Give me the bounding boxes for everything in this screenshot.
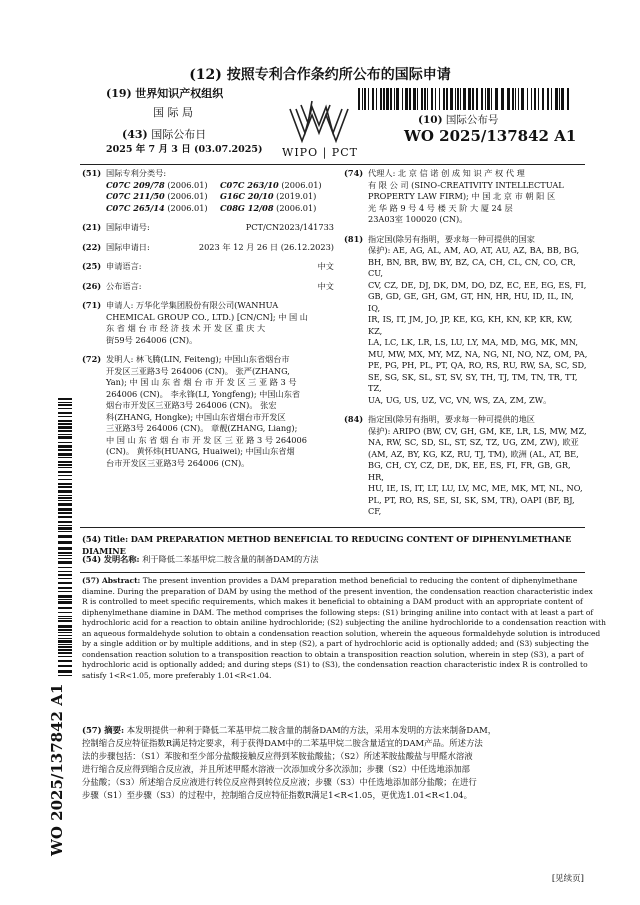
application-number: PCT/CN2023/141733 (245, 222, 334, 232)
applicant-line: CHEMICAL GROUP CO., LTD.) [CN/CN]; 中 国 山 (106, 311, 308, 322)
designated-state-line: MU, MW, MX, MY, MZ, NA, NG, NI, NO, NZ, OM, PA, (368, 348, 588, 359)
barcode-top-image (358, 88, 570, 110)
regional-state-line: 保护): ARIPO (BW, CV, GH, GM, KE, LR, LS, MW, MZ, (368, 425, 587, 436)
regional-state-line: (AM, AZ, BY, KG, KZ, RU, TJ, TM), 欧洲 (AL, AT, BE, (368, 448, 579, 459)
application-number-label: 国际申请号: (106, 222, 150, 232)
field-51 (82, 168, 334, 214)
abstract-zh (82, 724, 590, 802)
regional-state-line: BG, CH, CY, CZ, DE, DK, EE, ES, FI, FR, GB, GR, HR, (368, 460, 571, 482)
ipc-class: C07C 265/14 (106, 202, 165, 213)
wipo-pct-logo-text: WIPO | PCT (282, 146, 358, 159)
ipc-version: (2006.01) (164, 202, 208, 213)
inventor-line: 三亚路3号 264006 (CN)。 章靓(ZHANG, Liang); (106, 423, 298, 433)
designated-state-line: LA, LC, LK, LR, LS, LU, LY, MA, MD, MG, MK, MN, (368, 337, 579, 347)
publication-language-label: 公布语言: (106, 280, 142, 291)
ipc-version: (2006.01) (273, 202, 317, 213)
inventor-line: 发明人: 林飞腾(LIN, Feiteng); 中国山东省烟台市 (106, 354, 290, 364)
designated-state-line: 指定国(除另有指明，要求每一种可提供的国家 (368, 233, 535, 244)
title-zh-label: 发明名称: (103, 554, 140, 564)
designated-state-line: PE, PG, PH, PL, PT, QA, RO, RS, RU, RW, SA, SC, SD, (368, 360, 587, 370)
field-code: (74) (344, 168, 364, 178)
document-title: (12) 按照专利合作条约所公布的国际申请 (189, 67, 451, 83)
ipc-class: G16C 20/10 (220, 191, 274, 201)
title-divider-top (80, 527, 585, 528)
continued-on-next-page: [见续页] (551, 874, 584, 884)
ipc-class: C07C 211/50 (106, 191, 165, 201)
abstract-en-line: condensation reaction solution to a transposition reaction to obtain a transposition reaction solution, wherein in step (S3), a part of (82, 649, 584, 659)
ipc-version: (2019.01) (273, 191, 317, 201)
field-26 (82, 281, 334, 293)
applicant-line: 街59号 264006 (CN)。 (106, 334, 198, 345)
regional-state-line: PL, PT, RO, RS, SE, SI, SK, SM, TR), OAPI (BF, BJ, CF, (368, 494, 575, 516)
ipc-label: 国际专利分类号: (106, 168, 167, 178)
inventor-line: 科(ZHANG, Hongke); 中国山东省烟台市开发区 (106, 411, 286, 422)
field-72-inventors (82, 354, 334, 469)
abstract-zh-line: 控制缩合反应特征指数R满足特定要求，利于获得DAM中的二苯基甲烷二胺含量适宜的DAM产品。所述方法 (82, 738, 483, 748)
abstract-zh-label: 摘要: (104, 725, 125, 735)
inventor-line: 烟台市开发区三亚路3号 264006 (CN)。 张宏 (106, 400, 277, 410)
abstract-en-line: R is controlled to meet specific requirements, which makes it beneficial to obtaining a DAM product with an appropriate content of (82, 597, 583, 606)
abstract-en (82, 576, 606, 681)
abstract-en-line: hydrochloric acid is optionally added; and during steps (S1) to (S3), the condensation reaction characteristic index R is controlled to (82, 660, 588, 669)
pub-date-code: (43) (122, 128, 148, 141)
field-25 (82, 261, 334, 273)
abstract-en-line: diphenylmethane diamine in DAM. The method comprises the following steps: (S1) bringing aniline into contact with at least a part of (82, 607, 594, 617)
field-code: (54) (82, 554, 102, 564)
org-block (106, 88, 223, 100)
agent-line: 有 限 公 司 (SINO-CREATIVITY INTELLECTUAL (368, 179, 564, 190)
inventor-line: (CN)。 黄怀炜(HUANG, Huaiwei); 中国山东省烟 (106, 446, 295, 456)
field-code: (26) (82, 280, 102, 291)
designated-state-line: UA, UG, US, UZ, VC, VN, WS, ZA, ZM, ZW。 (368, 394, 552, 405)
abstract-en-line: an aqueous formaldehyde solution to obtain a condensation reaction solution, wherein the aqueous formaldehyde solution is introduced (82, 628, 601, 638)
title-zh-value: 利于降低二苯基甲烷二胺含量的制备DAM的方法 (142, 554, 319, 564)
pub-date: 2025 年 7 月 3 日 (03.07.2025) (106, 144, 263, 155)
field-21 (82, 222, 334, 234)
designated-state-line: CV, CZ, DE, DJ, DK, DM, DO, DZ, EC, EE, EG, ES, FI, (368, 279, 587, 290)
abstract-en-line: diamine. During the preparation of DAM by using the method of the present invention, the condensation reaction characteristic index (82, 586, 593, 596)
ipc-row-0 (106, 180, 322, 192)
abstract-zh-line: 进行缩合反应得到缩合反应液，并且所述甲醛水溶液一次添加或分多次添加；步骤（S2）中任选地添加部 (82, 764, 470, 774)
title-en-value: DAM PREPARATION METHOD BENEFICIAL TO REDUCING CONTENT OF DIPHENYLMETHANE DIAMINE (82, 534, 572, 556)
filing-date-label: 国际申请日: (106, 241, 150, 252)
field-74-agent (344, 168, 588, 226)
field-81-designated-states (344, 234, 588, 407)
field-71-applicant (82, 300, 334, 346)
abstract-zh-line: 本发明提供一种利于降低二苯基甲烷二胺含量的制备DAM的方法，采用本发明的方法来制备DAM， (126, 725, 497, 735)
agent-line: PROPERTY LAW FIRM); 中 国 北 京 市 朝 阳 区 (368, 191, 556, 201)
field-84-regional (344, 414, 588, 518)
field-code: (25) (82, 261, 102, 271)
field-code: (72) (82, 354, 102, 364)
agent-line: 光 华 路 9 号 4 号 楼 天 阶 大 厦 24 层 (368, 202, 513, 213)
abstract-en-line: by a single addition or by multiple additions, and in step (S2), a part of hydrochloric acid is optionally added; and (S3) subjecting the (82, 639, 589, 648)
field-code: (51) (82, 168, 102, 178)
inventor-line: Yan); 中 国 山 东 省 烟 台 市 开 发 区 三 亚 路 3 号 (106, 377, 297, 387)
abstract-zh-line: 分盐酸；（S3）所述缩合反应液进行转位反应得到转位反应液；步骤（S3）中任选地添加部分盐酸；在进行 (82, 777, 477, 787)
abstract-en-line: The present invention provides a DAM preparation method beneficial to reducing the content of diphenylmethane (142, 576, 578, 585)
publication-language: 中文 (317, 280, 334, 291)
designated-state-line: SE, SG, SK, SL, ST, SV, SY, TH, TJ, TM, TN, TR, TT, TZ, (368, 371, 578, 393)
ipc-class: C07C 263/10 (220, 179, 279, 190)
ipc-class: C08G 12/08 (220, 202, 274, 213)
ipc-row-1 (106, 191, 322, 203)
pub-date-heading (122, 126, 206, 142)
ipc-version: (2006.01) (278, 179, 322, 190)
publication-number: WO 2025/137842 A1 (404, 127, 577, 145)
inventor-line: 开发区三亚路3号 264006 (CN)。 张严(ZHANG, (106, 365, 290, 376)
left-column (82, 168, 334, 469)
barcode-side-image (58, 398, 72, 678)
field-code: (57) (82, 576, 100, 585)
designated-state-line: BH, BN, BR, BW, BY, BZ, CA, CH, CL, CN, CO, CR, CU, (368, 256, 576, 278)
regional-state-line: NA, RW, SC, SD, SL, ST, SZ, TZ, UG, ZM, ZW), 欧亚 (368, 437, 579, 447)
ipc-version: (2006.01) (164, 191, 208, 201)
title-zh (82, 554, 588, 566)
filing-date: 2023 年 12 月 26 日 (26.12.2023) (198, 241, 334, 252)
pub-no-heading (418, 112, 498, 127)
designated-state-line: GB, GD, GE, GH, GM, GT, HN, HR, HU, ID, IL, IN, IQ, (368, 291, 574, 313)
inventor-line: 264006 (CN)。 李永锋(LI, Yongfeng); 中国山东省 (106, 388, 301, 399)
field-code: (84) (344, 414, 364, 424)
field-code: (22) (82, 241, 102, 252)
abstract-zh-line: 法的步骤包括：（S1）苯胺和至少部分盐酸接触反应得到苯胺盐酸盐；（S2）所述苯胺盐酸盐与甲醛水溶液 (82, 751, 473, 761)
inventor-line: 中 国 山 东 省 烟 台 市 开 发 区 三 亚 路 3 号 264006 (106, 434, 307, 445)
ipc-row-2 (106, 203, 322, 215)
agent-line: 23A03室 100020 (CN)。 (368, 214, 468, 224)
abstract-en-line: satisfy 1<R<1.05, more preferably 1.01<R<1.04. (82, 670, 272, 680)
inventor-line: 台市开发区三亚路3号 264006 (CN)。 (106, 457, 250, 468)
filing-language-label: 申请语言: (106, 261, 142, 271)
title-en-label: Title: (103, 534, 129, 544)
field-code: (57) (82, 725, 102, 735)
right-column (344, 168, 588, 518)
title-divider-bottom (80, 572, 585, 573)
abstract-en-line: hydrochloric acid for a reaction to obtain aniline hydrochloride; (S2) subjecting the aniline hydrochloride to a condensation reaction with (82, 618, 606, 627)
pub-no-label: 国际公布号 (445, 114, 499, 126)
field-code: (71) (82, 300, 102, 310)
applicant-line: 东 省 烟 台 市 经 济 技 术 开 发 区 重 庆 大 (106, 323, 266, 333)
abstract-en-label: Abstract: (101, 576, 141, 585)
ipc-class: C07C 209/78 (106, 179, 165, 190)
regional-state-line: 指定国(除另有指明，要求每一种可提供的地区 (368, 414, 535, 424)
filing-language: 中文 (317, 261, 334, 271)
agent-line: 代理人: 北 京 信 诺 创 成 知 识 产 权 代 理 (368, 168, 525, 178)
field-22 (82, 242, 334, 254)
pub-no-code: (10) (418, 114, 443, 126)
designated-state-line: 保护): AE, AG, AL, AM, AO, AT, AU, AZ, BA, BB, BG, (368, 245, 580, 255)
bureau: 国 际 局 (153, 106, 193, 119)
field-code: (81) (344, 233, 364, 244)
org-code: (19) (106, 87, 132, 100)
designated-state-line: IR, IS, IT, JM, JO, JP, KE, KG, KH, KN, KP, KR, KW, KZ, (368, 314, 573, 336)
abstract-zh-line: 步骤（S1）至步骤（S3）的过程中，控制缩合反应特征指数R满足1<R<1.05，更优选1.01<R<1.04。 (82, 790, 473, 800)
applicant-line: 申请人: 万华化学集团股份有限公司(WANHUA (106, 300, 279, 310)
field-code: (21) (82, 222, 102, 232)
header-divider (80, 164, 585, 165)
pub-date-label: 国际公布日 (151, 128, 207, 141)
regional-state-line: HU, IE, IS, IT, LT, LU, LV, MC, ME, MK, MT, NL, NO, (368, 483, 583, 493)
side-publication-number: WO 2025/137842 A1 (48, 683, 66, 856)
org-name: 世界知识产权组织 (135, 87, 224, 100)
field-code: (54) (82, 534, 102, 544)
ipc-version: (2006.01) (164, 179, 208, 190)
